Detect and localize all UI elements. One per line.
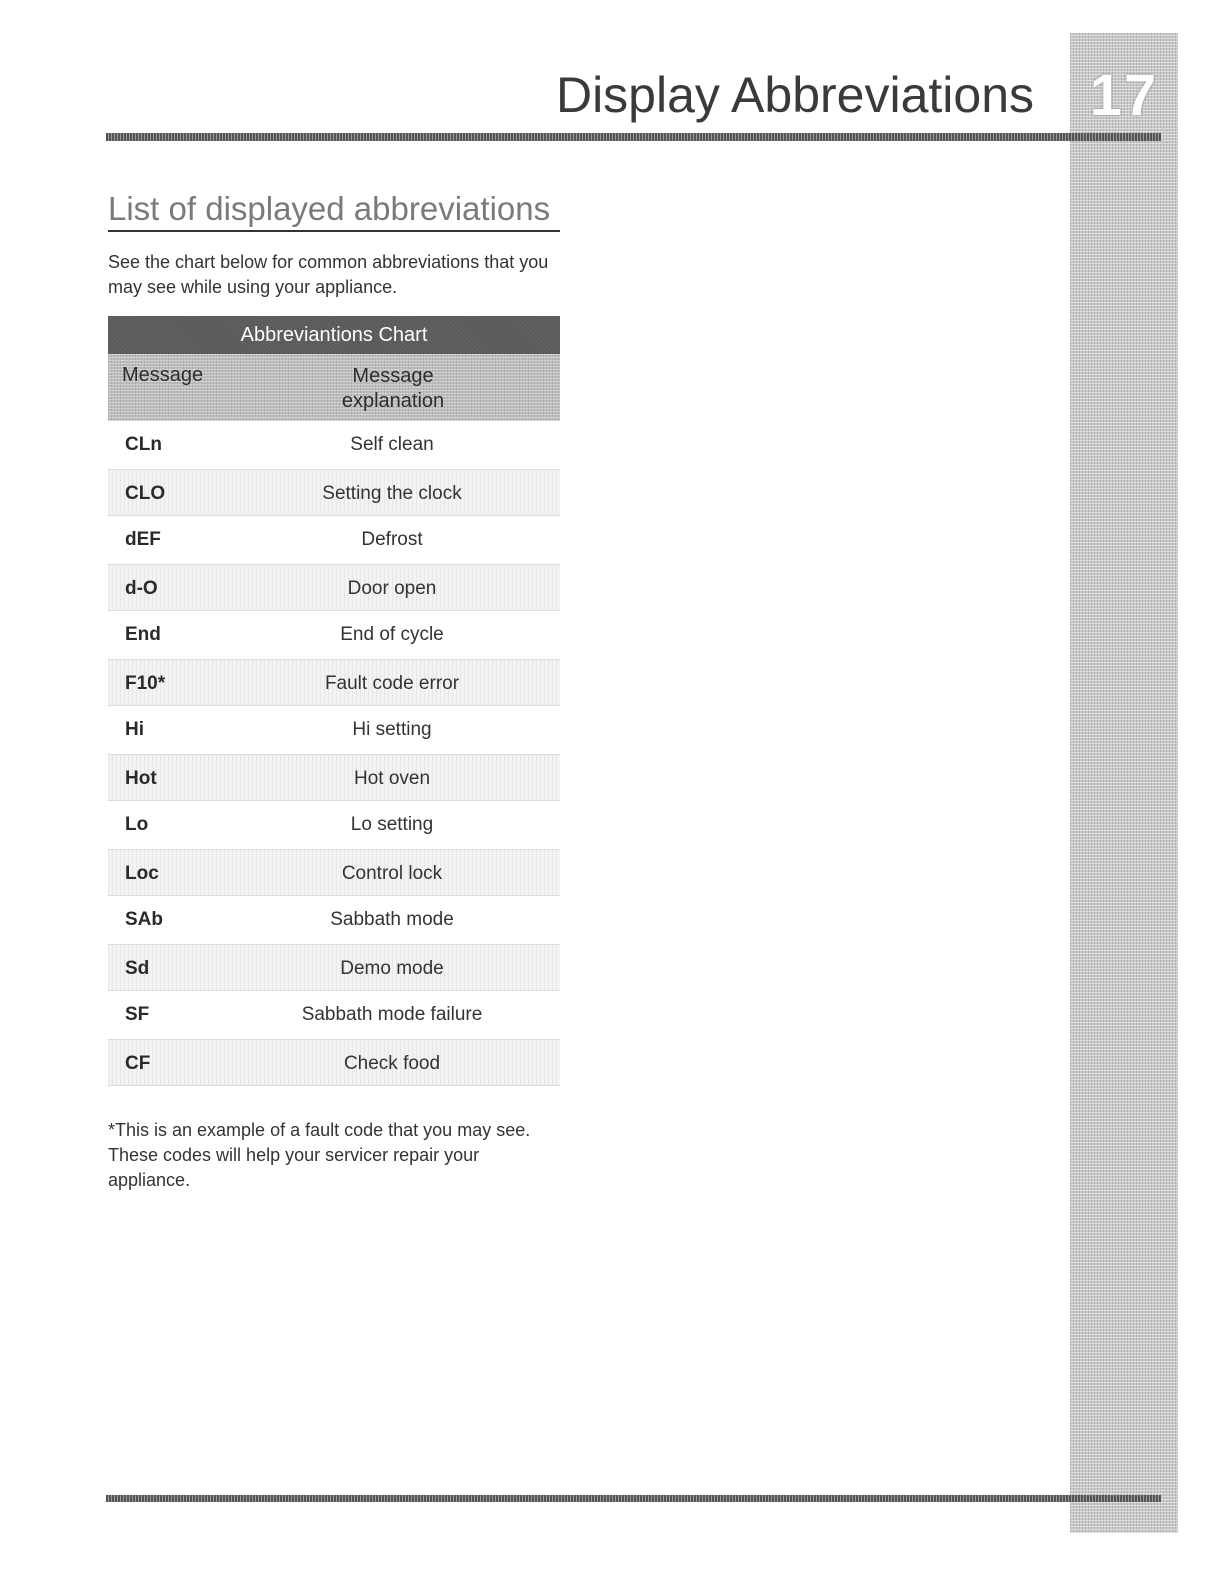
abbreviation-explanation: Lo setting (350, 814, 434, 835)
table-row (108, 801, 560, 849)
abbreviation-code: Hi (125, 719, 144, 740)
abbreviation-explanation: Fault code error (324, 672, 460, 694)
table-row (108, 469, 560, 517)
table-row (108, 944, 560, 992)
abbreviation-explanation: Door open (347, 577, 437, 599)
table-row (108, 706, 560, 754)
table-row (108, 611, 560, 659)
table-row (108, 849, 560, 897)
column-header-message: Message (122, 364, 204, 386)
table-row (108, 421, 560, 469)
section-heading: List of displayed abbreviations (108, 190, 560, 232)
footer-divider (106, 1495, 1161, 1502)
abbreviation-code: Lo (125, 814, 149, 835)
abbreviation-code: CLn (125, 434, 162, 455)
abbreviation-code: SF (125, 1004, 150, 1025)
abbreviation-explanation: Check food (343, 1052, 441, 1074)
abbreviation-explanation: Demo mode (340, 957, 444, 979)
table-row (108, 516, 560, 564)
footnote: *This is an example of a fault code that you may see. These codes will help your servicer repair your appliance. (108, 1120, 531, 1190)
column-header-explanation: Message explanation (341, 365, 445, 412)
abbreviation-code: d-O (125, 577, 158, 599)
abbreviation-explanation: Setting the clock (322, 482, 462, 504)
abbreviations-chart (108, 316, 560, 1086)
side-tab-bar (1070, 33, 1178, 1533)
abbreviation-explanation: Sabbath mode (330, 909, 454, 930)
abbreviation-code: Loc (125, 862, 159, 884)
abbreviation-explanation: Self clean (350, 434, 434, 455)
table-row (108, 564, 560, 612)
abbreviation-code: CF (125, 1052, 151, 1074)
table-row (108, 991, 560, 1039)
abbreviation-explanation: End of cycle (340, 624, 444, 645)
abbreviation-explanation: Sabbath mode failure (301, 1004, 483, 1025)
abbreviation-code: dEF (125, 529, 161, 550)
page-number: 17 (1089, 63, 1159, 128)
abbreviation-code: End (125, 624, 161, 645)
abbreviation-explanation: Defrost (361, 529, 423, 550)
page-title: Display Abbreviations (555, 67, 1034, 123)
table-row (108, 1039, 560, 1087)
abbreviation-code: SAb (125, 909, 163, 930)
intro-paragraph: See the chart below for common abbreviations that you may see while using your appliance. (108, 252, 549, 297)
abbreviation-code: CLO (125, 482, 166, 504)
header-divider (106, 133, 1161, 141)
abbreviation-code: Sd (125, 957, 150, 979)
abbreviation-explanation: Hi setting (352, 719, 432, 740)
chart-header-row (108, 354, 560, 421)
abbreviation-explanation: Hot oven (353, 767, 431, 789)
abbreviation-code: Hot (125, 767, 157, 789)
abbreviation-code: F10* (125, 672, 166, 694)
table-row (108, 896, 560, 944)
table-row (108, 754, 560, 802)
abbreviation-explanation: Control lock (341, 862, 443, 884)
chart-title: Abbreviantions Chart (108, 316, 560, 354)
table-row (108, 659, 560, 707)
